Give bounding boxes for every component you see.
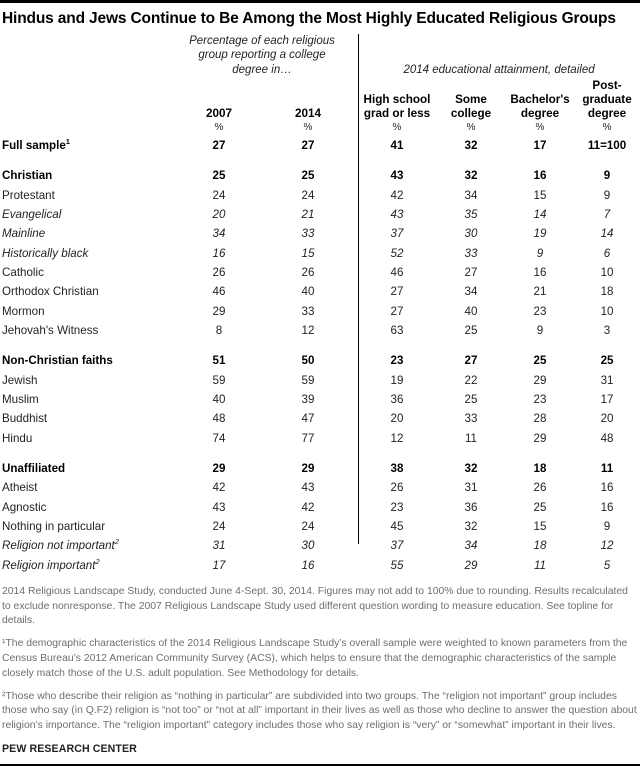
note-footnote-2: ²Those who describe their religion as “nothing in particular” are subdivided into two groups. The “religion not important” group includes those who say (in Q.F2) religion is “not too” or “not at all” important in their lives as well as those who decline to answer the question about religion’s importance. The “religion important” category includes those who say religion is “very” or “somewhat” important in their lives. bbox=[2, 690, 637, 732]
table-row bbox=[0, 478, 640, 497]
cell-value: 24 bbox=[212, 188, 226, 202]
unit-2014: % bbox=[303, 122, 313, 134]
table-row-spacer bbox=[0, 155, 640, 166]
cell-value: 27 bbox=[212, 139, 226, 153]
cell-value: 29 bbox=[533, 373, 547, 387]
cell-value: 16 bbox=[533, 169, 547, 183]
cell-value: 41 bbox=[390, 139, 404, 153]
table-row bbox=[0, 166, 640, 185]
table-row bbox=[0, 498, 640, 517]
column-header-bachelors-degree: Bachelor's degree bbox=[510, 92, 570, 120]
cell-value: 25 bbox=[301, 169, 315, 183]
notes-block bbox=[0, 575, 640, 734]
cell-value: 16 bbox=[301, 558, 315, 572]
cell-value: 16 bbox=[212, 246, 226, 260]
row-label-footnote-marker: 2 bbox=[95, 556, 100, 566]
cell-value: 9 bbox=[603, 188, 611, 202]
column-header-blank bbox=[0, 79, 180, 122]
cell-value: 5 bbox=[603, 558, 611, 572]
cell-value: 23 bbox=[390, 354, 404, 368]
cell-value: 34 bbox=[212, 227, 226, 241]
row-label: Nothing in particular bbox=[2, 519, 106, 533]
cell-value: 52 bbox=[390, 246, 404, 260]
cell-value: 43 bbox=[212, 500, 226, 514]
cell-value: 16 bbox=[533, 266, 547, 279]
cell-value: 42 bbox=[301, 500, 315, 514]
table-row bbox=[0, 517, 640, 536]
cell-value: 39 bbox=[301, 392, 315, 406]
table-row bbox=[0, 282, 640, 301]
cell-value: 77 bbox=[301, 431, 315, 445]
row-label: Muslim bbox=[2, 392, 39, 406]
cell-value: 29 bbox=[212, 304, 226, 318]
pew-research-center-label: PEW RESEARCH CENTER bbox=[2, 742, 137, 755]
row-label: Historically black bbox=[2, 246, 89, 260]
cell-value: 63 bbox=[390, 323, 404, 337]
row-label: Unaffiliated bbox=[2, 461, 66, 475]
cell-value: 15 bbox=[301, 246, 315, 260]
unit-bachelors-degree: % bbox=[535, 122, 545, 134]
cell-value: 59 bbox=[212, 373, 226, 387]
cell-value: 14 bbox=[600, 227, 614, 241]
cell-value: 40 bbox=[464, 304, 478, 318]
cell-value: 21 bbox=[533, 285, 547, 299]
table-row bbox=[0, 321, 640, 340]
cell-value: 55 bbox=[390, 558, 404, 572]
unit-hs-grad-or-less: % bbox=[392, 122, 402, 134]
cell-value: 18 bbox=[600, 285, 614, 299]
cell-value: 12 bbox=[301, 323, 315, 337]
cell-value: 18 bbox=[533, 461, 547, 475]
cell-value: 6 bbox=[603, 246, 611, 260]
cell-value: 26 bbox=[301, 266, 315, 279]
cell-value: 17 bbox=[600, 392, 614, 406]
spacer-cell bbox=[0, 448, 640, 459]
table-row bbox=[0, 536, 640, 555]
cell-value: 26 bbox=[212, 266, 226, 279]
note-footnote-1: ¹The demographic characteristics of the 2014 Religious Landscape Study’s overall sample were weighted to known parameters from the Census Bureau’s 2012 American Community Survey (ACS), which helps to ensure that the demographic characteristics of the sample closely match those of the U.S. adult population. See Methodology for details. bbox=[2, 638, 628, 679]
cell-value: 9 bbox=[536, 246, 544, 260]
cell-value: 20 bbox=[212, 208, 226, 222]
cell-value: 45 bbox=[390, 519, 404, 533]
cell-value: 19 bbox=[390, 373, 404, 387]
unit-row bbox=[0, 122, 640, 136]
cell-value: 23 bbox=[533, 392, 547, 406]
cell-value: 29 bbox=[533, 431, 547, 445]
unit-postgraduate-degree: % bbox=[602, 122, 612, 134]
cell-value: 38 bbox=[390, 461, 404, 475]
cell-value: 37 bbox=[390, 227, 404, 241]
table-head bbox=[0, 34, 640, 136]
cell-value: 15 bbox=[533, 188, 547, 202]
cell-value: 33 bbox=[464, 412, 478, 426]
row-label: Buddhist bbox=[2, 412, 48, 426]
cell-value: 40 bbox=[212, 392, 226, 406]
row-label-footnote-marker: 1 bbox=[65, 137, 70, 147]
cell-value: 31 bbox=[212, 539, 226, 553]
cell-value: 9 bbox=[603, 519, 611, 533]
unit-2007: % bbox=[214, 122, 224, 134]
cell-value: 21 bbox=[301, 208, 315, 222]
group-header-right: 2014 educational attainment, detailed bbox=[403, 63, 595, 76]
table-row bbox=[0, 429, 640, 448]
cell-value: 9 bbox=[603, 169, 611, 183]
cell-value: 27 bbox=[301, 139, 315, 153]
group-header-blank bbox=[0, 34, 180, 79]
row-label: Protestant bbox=[2, 188, 55, 202]
table-row bbox=[0, 136, 640, 155]
spacer-cell bbox=[0, 155, 640, 166]
cell-value: 34 bbox=[464, 285, 478, 299]
cell-value: 15 bbox=[533, 519, 547, 533]
row-label: Full sample$^1$ bbox=[2, 137, 70, 153]
cell-value: 8 bbox=[215, 323, 223, 337]
education-attainment-table bbox=[0, 34, 640, 575]
cell-value: 46 bbox=[390, 266, 404, 279]
cell-value: 25 bbox=[533, 500, 547, 514]
row-label: Atheist bbox=[2, 481, 38, 495]
cell-value: 24 bbox=[301, 188, 315, 202]
cell-value: 35 bbox=[464, 208, 478, 222]
table-row-spacer bbox=[0, 340, 640, 351]
column-header-2007: 2007 bbox=[205, 107, 232, 120]
row-label: Religion important$^2$ bbox=[2, 556, 100, 572]
cell-value: 27 bbox=[390, 304, 404, 318]
cell-value: 24 bbox=[301, 519, 315, 533]
cell-value: 29 bbox=[464, 558, 478, 572]
row-label: Catholic bbox=[2, 266, 44, 279]
spacer-cell bbox=[0, 340, 640, 351]
cell-value: 40 bbox=[301, 285, 315, 299]
column-group-divider bbox=[358, 34, 359, 544]
cell-value: 23 bbox=[533, 304, 547, 318]
cell-value: 32 bbox=[464, 519, 478, 533]
table-row bbox=[0, 556, 640, 575]
cell-value: 42 bbox=[390, 188, 404, 202]
cell-value: 17 bbox=[212, 558, 226, 572]
cell-value: 25 bbox=[464, 323, 478, 337]
cell-value: 27 bbox=[464, 266, 478, 279]
row-label: Agnostic bbox=[2, 500, 47, 514]
unit-blank bbox=[0, 122, 180, 136]
cell-value: 48 bbox=[212, 412, 226, 426]
cell-value: 11 bbox=[600, 461, 614, 475]
cell-value: 29 bbox=[301, 461, 315, 475]
cell-value: 25 bbox=[464, 392, 478, 406]
cell-value: 12 bbox=[390, 431, 404, 445]
row-label: Orthodox Christian bbox=[2, 285, 99, 299]
cell-value: 18 bbox=[533, 539, 547, 553]
cell-value: 27 bbox=[464, 354, 478, 368]
table-row bbox=[0, 371, 640, 390]
cell-value: 50 bbox=[301, 354, 315, 368]
cell-value: 34 bbox=[464, 188, 478, 202]
cell-value: 11 bbox=[464, 431, 478, 445]
cell-value: 10 bbox=[600, 266, 614, 279]
cell-value: 43 bbox=[390, 169, 404, 183]
cell-value: 20 bbox=[600, 412, 614, 426]
column-header-2014: 2014 bbox=[294, 107, 321, 120]
table-row bbox=[0, 263, 640, 282]
cell-value: 26 bbox=[390, 481, 404, 495]
cell-value: 24 bbox=[212, 519, 226, 533]
cell-value: 20 bbox=[390, 412, 404, 426]
cell-value: 14 bbox=[533, 208, 547, 222]
cell-value: 22 bbox=[464, 373, 478, 387]
cell-value: 11 bbox=[533, 558, 547, 572]
column-header-hs-grad-or-less: High school grad or less bbox=[363, 92, 431, 120]
cell-value: 11=100 bbox=[587, 139, 627, 153]
cell-value: 33 bbox=[301, 227, 315, 241]
cell-value: 25 bbox=[533, 354, 547, 368]
cell-value: 27 bbox=[390, 285, 404, 299]
cell-value: 30 bbox=[464, 227, 478, 241]
row-label: Non-Christian faiths bbox=[2, 354, 113, 368]
table-row bbox=[0, 351, 640, 370]
cell-value: 42 bbox=[212, 481, 226, 495]
cell-value: 36 bbox=[390, 392, 404, 406]
cell-value: 32 bbox=[464, 169, 478, 183]
cell-value: 33 bbox=[301, 304, 315, 318]
row-label: Religion not important$^2$ bbox=[2, 537, 119, 553]
cell-value: 23 bbox=[390, 500, 404, 514]
cell-value: 59 bbox=[301, 373, 315, 387]
cell-value: 32 bbox=[464, 461, 478, 475]
note-source: 2014 Religious Landscape Study, conducted June 4-Sept. 30, 2014. Figures may not add to 100% due to rounding. Results recalculated to exclude nonresponse. The 2007 Religious Landscape Study used different question wording to measure education. See topline for details. bbox=[2, 585, 628, 627]
cell-value: 46 bbox=[212, 285, 226, 299]
cell-value: 32 bbox=[464, 139, 478, 153]
row-label-footnote-marker: 2 bbox=[114, 537, 119, 547]
table-row bbox=[0, 302, 640, 321]
table-row bbox=[0, 459, 640, 478]
cell-value: 43 bbox=[301, 481, 315, 495]
cell-value: 36 bbox=[464, 500, 478, 514]
row-label: Jehovah's Witness bbox=[2, 323, 99, 337]
table-body bbox=[0, 136, 640, 575]
row-label: Jewish bbox=[2, 373, 38, 387]
column-header-row bbox=[0, 79, 640, 122]
cell-value: 30 bbox=[301, 539, 315, 553]
table-row bbox=[0, 186, 640, 205]
cell-value: 19 bbox=[533, 227, 547, 241]
cell-value: 37 bbox=[390, 539, 404, 553]
cell-value: 16 bbox=[600, 481, 614, 495]
group-header-left: Percentage of each religious group reporting a college degree in… bbox=[189, 34, 335, 76]
table-row-spacer bbox=[0, 448, 640, 459]
row-label: Hindu bbox=[2, 431, 33, 445]
row-label: Mormon bbox=[2, 304, 45, 318]
column-header-postgraduate-degree: Post-graduate degree bbox=[582, 78, 632, 120]
cell-value: 31 bbox=[464, 481, 478, 495]
table-row bbox=[0, 205, 640, 224]
cell-value: 31 bbox=[600, 373, 614, 387]
cell-value: 26 bbox=[533, 481, 547, 495]
cell-value: 34 bbox=[464, 539, 478, 553]
cell-value: 48 bbox=[600, 431, 614, 445]
cell-value: 3 bbox=[603, 323, 611, 337]
row-label: Christian bbox=[2, 169, 53, 183]
table-row bbox=[0, 409, 640, 428]
cell-value: 16 bbox=[600, 500, 614, 514]
cell-value: 17 bbox=[533, 139, 547, 153]
unit-some-college: % bbox=[466, 122, 476, 134]
row-label: Evangelical bbox=[2, 208, 62, 222]
cell-value: 9 bbox=[536, 323, 544, 337]
table-row bbox=[0, 390, 640, 409]
cell-value: 25 bbox=[212, 169, 226, 183]
data-table-area bbox=[0, 34, 640, 575]
cell-value: 10 bbox=[600, 304, 614, 318]
cell-value: 74 bbox=[212, 431, 226, 445]
column-header-some-college: Some college bbox=[450, 92, 492, 120]
cell-value: 43 bbox=[390, 208, 404, 222]
cell-value: 29 bbox=[212, 461, 226, 475]
cell-value: 25 bbox=[600, 354, 614, 368]
cell-value: 12 bbox=[600, 539, 614, 553]
row-label: Mainline bbox=[2, 227, 46, 241]
cell-value: 47 bbox=[301, 412, 315, 426]
group-header-row bbox=[0, 34, 640, 79]
page-title: Hindus and Jews Continue to Be Among the Most Highly Educated Religious Groups bbox=[2, 10, 616, 27]
table-row bbox=[0, 244, 640, 263]
cell-value: 28 bbox=[533, 412, 547, 426]
cell-value: 51 bbox=[212, 354, 226, 368]
cell-value: 33 bbox=[464, 246, 478, 260]
table-row bbox=[0, 224, 640, 243]
cell-value: 7 bbox=[603, 208, 611, 222]
